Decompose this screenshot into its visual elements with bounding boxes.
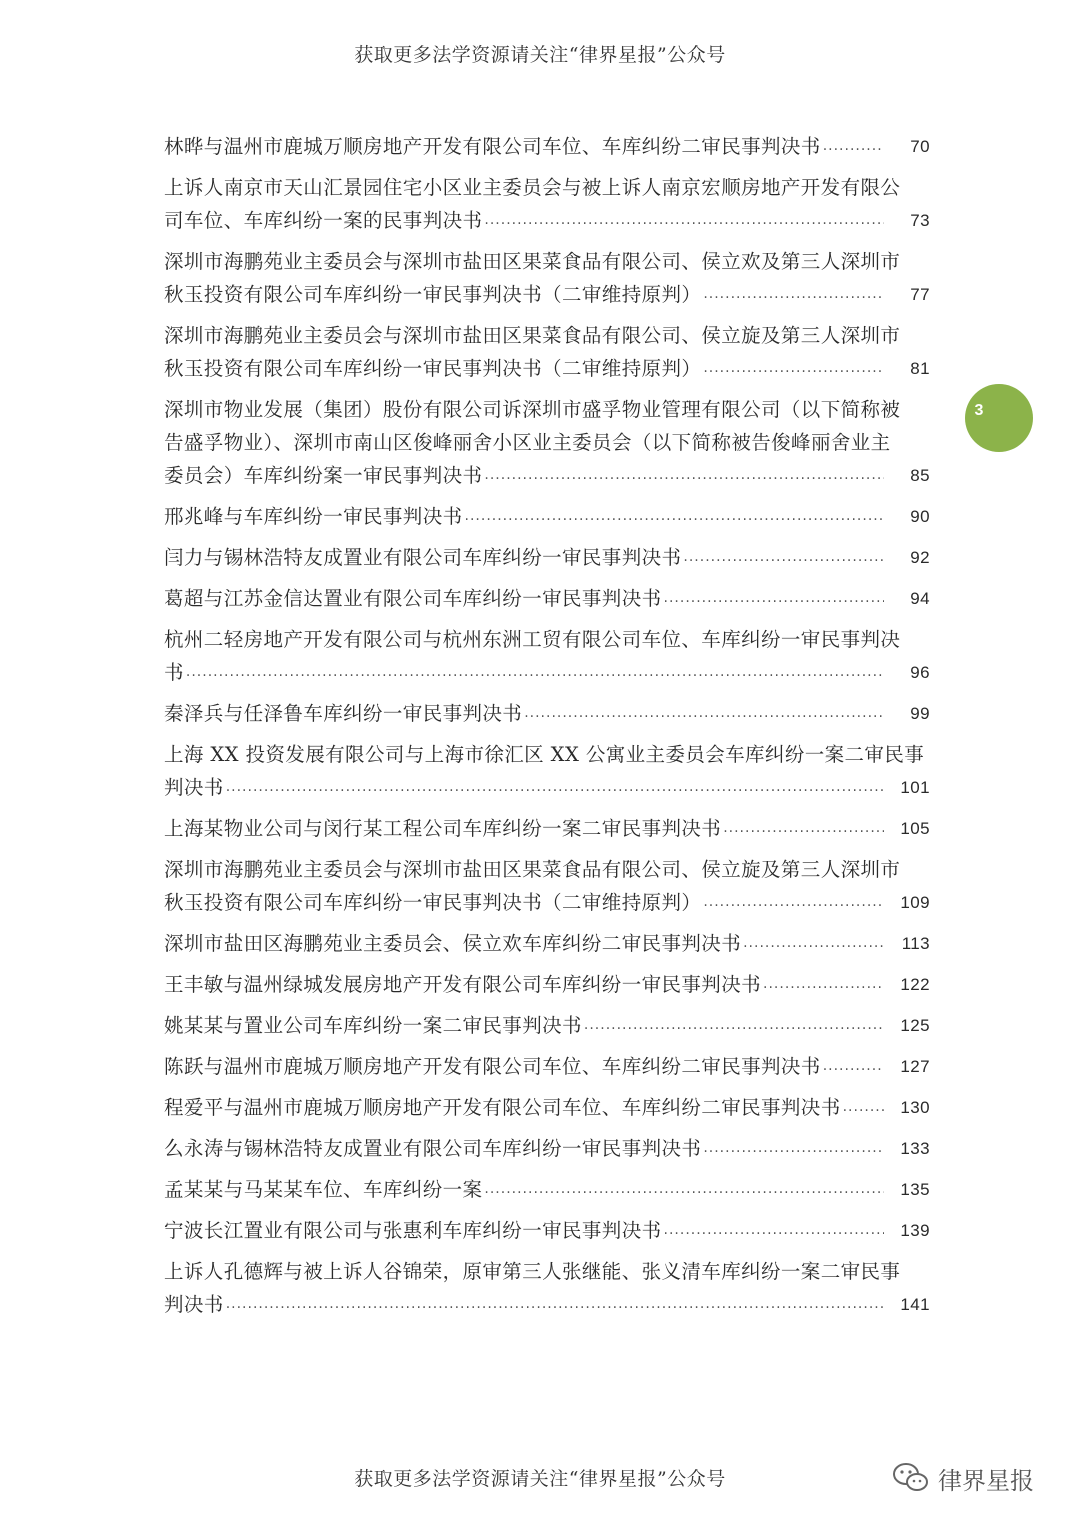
toc-entry-line: 杭州二轻房地产开发有限公司与杭州东洲工贸有限公司车位、车库纠纷一审民事判决 (164, 628, 901, 651)
toc-leader-dots (484, 459, 884, 492)
toc-entry-line: 深圳市海鹏苑业主委员会与深圳市盐田区果菜食品有限公司、侯立欢及第三人深圳市 (164, 250, 901, 273)
toc-entry-line: 上诉人南京市天山汇景园住宅小区业主委员会与被上诉人南京宏顺房地产开发有限公 (164, 176, 901, 199)
toc-entry-line (164, 459, 930, 492)
toc-entry-title: 书 (164, 661, 184, 684)
toc-page-number: 101 (900, 778, 930, 797)
toc-entry-line: 上海 XX 投资发展有限公司与上海市徐汇区 XX 公寓业主委员会车库纠纷一案二审民事 (164, 743, 925, 766)
toc-entry-title: 委员会）车库纠纷案一审民事判决书 (164, 464, 483, 487)
toc-entry-line (164, 500, 930, 533)
toc-entry-line (164, 697, 930, 730)
toc-leader-dots (683, 541, 884, 574)
toc-entry-line (164, 812, 930, 845)
toc-entry-line (164, 968, 930, 1001)
toc-leader-dots (524, 697, 884, 730)
toc-leader-dots (465, 500, 884, 533)
toc-entry-line (164, 1091, 930, 1124)
toc-entry[interactable] (164, 1091, 930, 1124)
toc-page-number: 94 (910, 589, 930, 608)
toc-page-number: 99 (910, 704, 930, 723)
toc-page-number: 105 (900, 819, 930, 838)
toc-entry[interactable] (164, 171, 930, 237)
toc-entry[interactable] (164, 1050, 930, 1083)
toc-entry[interactable] (164, 541, 930, 574)
toc-leader-dots (703, 352, 884, 385)
toc-entry-line (164, 886, 930, 919)
toc-entry-title: 深圳市盐田区海鹏苑业主委员会、侯立欢车库纠纷二审民事判决书 (164, 932, 742, 955)
watermark-text: 律界星报 (938, 1466, 1034, 1495)
toc-leader-dots (484, 1173, 884, 1206)
toc-page-number: 77 (910, 285, 930, 304)
toc-leader-dots (843, 1091, 884, 1124)
toc-leader-dots (703, 278, 884, 311)
toc-entry-line (164, 771, 930, 804)
page-footer: 获取更多法学资源请关注“律界星报”公众号 (354, 1468, 726, 1490)
wechat-icon (892, 1461, 930, 1495)
toc-page-number: 90 (910, 507, 930, 526)
toc-entry-title: 秋玉投资有限公司车库纠纷一审民事判决书（二审维持原判） (164, 283, 702, 306)
toc-entry-title: 陈跃与温州市鹿城万顺房地产开发有限公司车位、车库纠纷二审民事判决书 (164, 1055, 821, 1078)
page-header: 获取更多法学资源请关注“律界星报”公众号 (354, 44, 726, 66)
page-number-badge (965, 384, 1033, 452)
toc-entry-line: 深圳市物业发展（集团）股份有限公司诉深圳市盛孚物业管理有限公司（以下简称被 (164, 398, 901, 421)
toc-entry[interactable] (164, 1255, 930, 1321)
toc-leader-dots (703, 1132, 884, 1165)
toc-entry[interactable] (164, 500, 930, 533)
toc-entry-line (164, 927, 930, 960)
toc-page-number: 85 (910, 466, 930, 485)
toc-entry-title: 孟某某与马某某车位、车库纠纷一案 (164, 1178, 483, 1201)
toc-page-number: 133 (900, 1139, 930, 1158)
toc-page-number: 113 (901, 934, 930, 953)
toc-entry[interactable] (164, 582, 930, 615)
toc-entry-line: 深圳市海鹏苑业主委员会与深圳市盐田区果菜食品有限公司、侯立旋及第三人深圳市 (164, 324, 901, 347)
toc-leader-dots (226, 771, 884, 804)
toc-page-number: 109 (900, 893, 930, 912)
toc-entry-title: 葛超与江苏金信达置业有限公司车库纠纷一审民事判决书 (164, 587, 662, 610)
page-number-badge-label: 3 (974, 402, 984, 419)
toc-page-number: 73 (910, 211, 930, 230)
toc-entry-line: 上诉人孔德辉与被上诉人谷锦荣，原审第三人张继能、张义清车库纠纷一案二审民事 (164, 1260, 901, 1283)
toc-entry-title: 判决书 (164, 1293, 224, 1316)
toc-page-number: 135 (900, 1180, 930, 1199)
toc-entry-line (164, 278, 930, 311)
toc-entry[interactable] (164, 245, 930, 311)
toc-entry-title: 么永涛与锡林浩特友成置业有限公司车库纠纷一审民事判决书 (164, 1137, 702, 1160)
toc-entry[interactable] (164, 1009, 930, 1042)
toc-entry-title: 闫力与锡林浩特友成置业有限公司车库纠纷一审民事判决书 (164, 546, 682, 569)
table-of-contents (164, 130, 930, 1321)
toc-entry-line (164, 1132, 930, 1165)
toc-entry-line: 深圳市海鹏苑业主委员会与深圳市盐田区果菜食品有限公司、侯立旋及第三人深圳市 (164, 858, 901, 881)
toc-entry-line (164, 1173, 930, 1206)
toc-entry-title: 宁波长江置业有限公司与张惠利车库纠纷一审民事判决书 (164, 1219, 662, 1242)
toc-entry-title: 秦泽兵与任泽鲁车库纠纷一审民事判决书 (164, 702, 523, 725)
toc-leader-dots (763, 968, 884, 1001)
toc-page-number: 127 (900, 1057, 930, 1076)
toc-page-number: 125 (900, 1016, 930, 1035)
toc-leader-dots (823, 130, 884, 163)
toc-entry-title: 姚某某与置业公司车库纠纷一案二审民事判决书 (164, 1014, 582, 1037)
toc-entry-line (164, 656, 930, 689)
toc-entry-line (164, 130, 930, 163)
toc-entry-title: 林晔与温州市鹿城万顺房地产开发有限公司车位、车库纠纷二审民事判决书 (164, 135, 821, 158)
toc-entry[interactable] (164, 130, 930, 163)
toc-leader-dots (823, 1050, 884, 1083)
toc-leader-dots (484, 204, 884, 237)
toc-entry[interactable] (164, 812, 930, 845)
toc-entry-title: 王丰敏与温州绿城发展房地产开发有限公司车库纠纷一审民事判决书 (164, 973, 762, 996)
toc-entry-title: 程爱平与温州市鹿城万顺房地产开发有限公司车位、车库纠纷二审民事判决书 (164, 1096, 841, 1119)
toc-entry[interactable] (164, 968, 930, 1001)
toc-leader-dots (723, 812, 884, 845)
toc-entry-line (164, 204, 930, 237)
toc-entry-title: 邢兆峰与车库纠纷一审民事判决书 (164, 505, 463, 528)
toc-leader-dots (226, 1288, 884, 1321)
toc-entry-line (164, 352, 930, 385)
toc-entry-title: 司车位、车库纠纷一案的民事判决书 (164, 209, 483, 232)
toc-leader-dots (743, 927, 884, 960)
toc-entry-title: 判决书 (164, 776, 224, 799)
toc-page-number: 122 (900, 975, 930, 994)
toc-entry-title: 上海某物业公司与闵行某工程公司车库纠纷一案二审民事判决书 (164, 817, 722, 840)
toc-leader-dots (664, 1214, 884, 1247)
toc-entry-line (164, 1050, 930, 1083)
toc-entry-line (164, 1214, 930, 1247)
toc-entry[interactable] (164, 319, 930, 385)
toc-entry[interactable] (164, 927, 930, 960)
toc-entry-title: 秋玉投资有限公司车库纠纷一审民事判决书（二审维持原判） (164, 891, 702, 914)
toc-page-number: 130 (900, 1098, 930, 1117)
toc-entry[interactable] (164, 1132, 930, 1165)
toc-entry[interactable] (164, 853, 930, 919)
toc-page-number: 92 (910, 548, 930, 567)
toc-leader-dots (584, 1009, 884, 1042)
toc-entry[interactable] (164, 697, 930, 730)
toc-page-number: 81 (910, 359, 930, 378)
toc-entry[interactable] (164, 393, 930, 492)
toc-entry-line (164, 1009, 930, 1042)
toc-entry-title: 秋玉投资有限公司车库纠纷一审民事判决书（二审维持原判） (164, 357, 702, 380)
toc-entry-line (164, 1288, 930, 1321)
toc-entry-line: 告盛孚物业）、深圳市南山区俊峰丽舍小区业主委员会（以下简称被告俊峰丽舍业主 (164, 431, 891, 454)
toc-entry[interactable] (164, 1214, 930, 1247)
toc-leader-dots (186, 656, 884, 689)
toc-entry[interactable] (164, 1173, 930, 1206)
toc-page-number: 70 (910, 137, 930, 156)
toc-entry[interactable] (164, 623, 930, 689)
toc-entry[interactable] (164, 738, 930, 804)
toc-entry-line (164, 541, 930, 574)
toc-page-number: 141 (900, 1295, 930, 1314)
toc-leader-dots (664, 582, 884, 615)
watermark (892, 1458, 1034, 1498)
toc-page-number: 96 (910, 663, 930, 682)
toc-entry-line (164, 582, 930, 615)
toc-leader-dots (703, 886, 884, 919)
toc-page-number: 139 (900, 1221, 930, 1240)
